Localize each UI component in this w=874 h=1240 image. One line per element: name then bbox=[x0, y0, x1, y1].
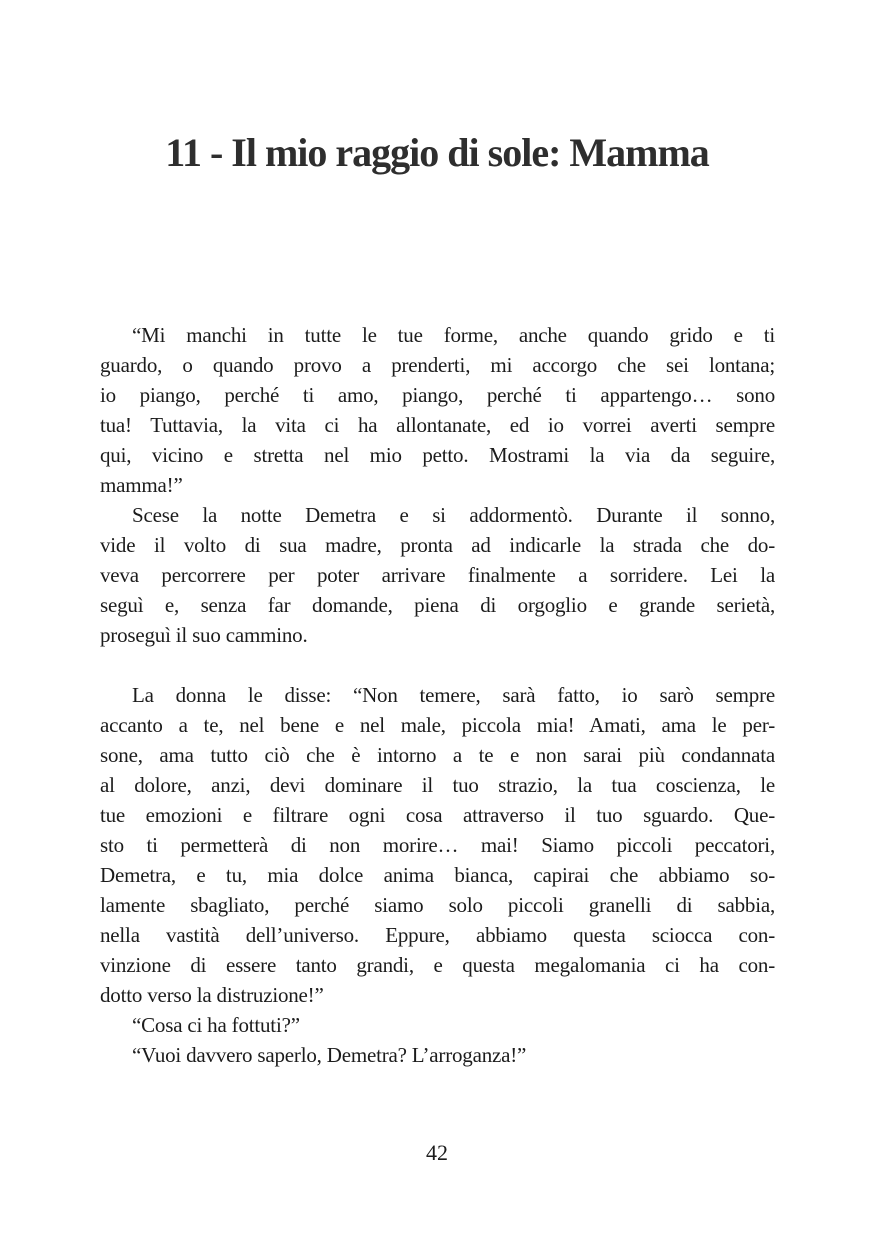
paragraph bbox=[100, 320, 775, 500]
text-line: La donna le disse: “Non temere, sarà fatto, io sarò sempre bbox=[132, 683, 775, 707]
text-line: vinzione di essere tanto grandi, e questa megalomania ci ha con- bbox=[100, 953, 775, 977]
page-number: 42 bbox=[426, 1140, 448, 1165]
text-line: “Vuoi davvero saperlo, Demetra? L’arroganza!” bbox=[132, 1043, 527, 1067]
text-line: sto ti permetterà di non morire… mai! Siamo piccoli peccatori, bbox=[100, 833, 775, 857]
text-line: accanto a te, nel bene e nel male, piccola mia! Amati, ama le per- bbox=[100, 713, 775, 737]
text-line: “Cosa ci ha fottuti?” bbox=[132, 1013, 300, 1037]
paragraph bbox=[100, 1010, 775, 1040]
paragraph bbox=[100, 1040, 775, 1070]
text-line: dotto verso la distruzione!” bbox=[100, 983, 324, 1007]
text-line: io piango, perché ti amo, piango, perché ti appartengo… sono bbox=[100, 383, 775, 407]
paragraph bbox=[100, 680, 775, 1010]
text-line: tua! Tuttavia, la vita ci ha allontanate, ed io vorrei averti sempre bbox=[100, 413, 775, 437]
text-line: seguì e, senza far domande, piena di orgoglio e grande serietà, bbox=[100, 593, 775, 617]
text-line: al dolore, anzi, devi dominare il tuo strazio, la tua coscienza, le bbox=[100, 773, 775, 797]
chapter-title: 11 - Il mio raggio di sole: Mamma bbox=[165, 130, 709, 175]
paragraph bbox=[100, 500, 775, 650]
body-text bbox=[100, 320, 775, 1070]
text-line: vide il volto di sua madre, pronta ad indicarle la strada che do- bbox=[100, 533, 775, 557]
text-line: tue emozioni e filtrare ogni cosa attraverso il tuo sguardo. Que- bbox=[100, 803, 775, 827]
text-line: guardo, o quando provo a prenderti, mi accorgo che sei lontana; bbox=[100, 353, 775, 377]
text-line: mamma!” bbox=[100, 473, 183, 497]
text-line: Scese la notte Demetra e si addormentò. Durante il sonno, bbox=[132, 503, 775, 527]
text-line: “Mi manchi in tutte le tue forme, anche quando grido e ti bbox=[132, 323, 775, 347]
text-line: sone, ama tutto ciò che è intorno a te e non sarai più condannata bbox=[100, 743, 775, 767]
text-line: proseguì il suo cammino. bbox=[100, 623, 308, 647]
text-line: qui, vicino e stretta nel mio petto. Mostrami la via da seguire, bbox=[100, 443, 775, 467]
text-line: Demetra, e tu, mia dolce anima bianca, capirai che abbiamo so- bbox=[100, 863, 775, 887]
text-line: lamente sbagliato, perché siamo solo piccoli granelli di sabbia, bbox=[100, 893, 775, 917]
text-line: veva percorrere per poter arrivare finalmente a sorridere. Lei la bbox=[100, 563, 775, 587]
text-line: nella vastità dell’universo. Eppure, abbiamo questa sciocca con- bbox=[100, 923, 775, 947]
